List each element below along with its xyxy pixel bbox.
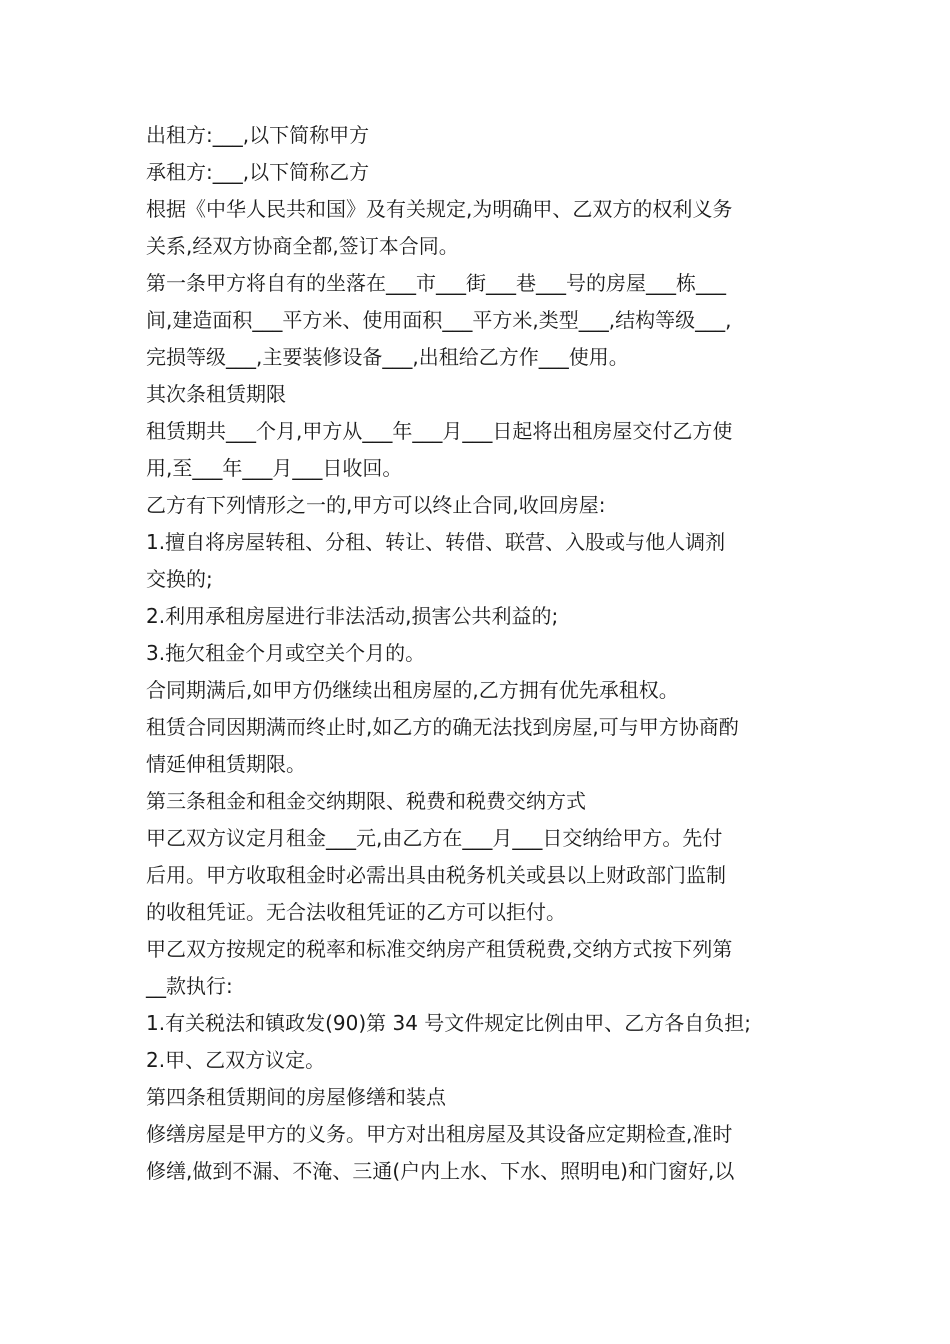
text-line: 第一条甲方将自有的坐落在___市___街___巷___号的房屋___栋___ bbox=[146, 271, 726, 295]
text-line: 出租方:___,以下简称甲方 bbox=[146, 123, 370, 147]
text-line: 关系,经双方协商全都,签订本合同。 bbox=[146, 234, 459, 258]
text-line: 根据《中华人民共和国》及有关规定,为明确甲、乙双方的权利义务 bbox=[146, 197, 733, 221]
text-line: 间,建造面积___平方米、使用面积___平方米,类型___,结构等级___, bbox=[146, 308, 732, 332]
text-line: 承租方:___,以下简称乙方 bbox=[146, 160, 370, 184]
contract-text bbox=[146, 117, 811, 1190]
section-heading: 第三条租金和租金交纳期限、税费和税费交纳方式 bbox=[146, 789, 586, 813]
list-item: 1.有关税法和镇政发(90)第 34 号文件规定比例由甲、乙方各自负担; bbox=[146, 1011, 752, 1035]
text-line: 乙方有下列情形之一的,甲方可以终止合同,收回房屋: bbox=[146, 493, 606, 517]
list-item: 2.甲、乙双方议定。 bbox=[146, 1048, 326, 1072]
text-line: 租赁合同因期满而终止时,如乙方的确无法找到房屋,可与甲方协商酌 bbox=[146, 715, 739, 739]
text-line: 用,至___年___月___日收回。 bbox=[146, 456, 403, 480]
section-heading: 其次条租赁期限 bbox=[146, 382, 286, 406]
text-line: 完损等级___,主要装修设备___,出租给乙方作___使用。 bbox=[146, 345, 629, 369]
text-line: 合同期满后,如甲方仍继续出租房屋的,乙方拥有优先承租权。 bbox=[146, 678, 679, 702]
text-line: 租赁期共___个月,甲方从___年___月___日起将出租房屋交付乙方使 bbox=[146, 419, 733, 443]
section-heading: 第四条租赁期间的房屋修缮和装点 bbox=[146, 1085, 446, 1109]
text-line: __款执行: bbox=[146, 974, 233, 998]
text-line: 的收租凭证。无合法收租凭证的乙方可以拒付。 bbox=[146, 900, 566, 924]
text-line: 情延伸租赁期限。 bbox=[146, 752, 306, 776]
text-line: 后用。甲方收取租金时必需出具由税务机关或县以上财政部门监制 bbox=[146, 863, 726, 887]
list-item: 2.利用承租房屋进行非法活动,损害公共利益的; bbox=[146, 604, 559, 628]
list-item: 3.拖欠租金个月或空关个月的。 bbox=[146, 641, 426, 665]
text-line: 甲乙双方议定月租金___元,由乙方在___月___日交纳给甲方。先付 bbox=[146, 826, 723, 850]
text-line: 修缮,做到不漏、不淹、三通(户内上水、下水、照明电)和门窗好,以 bbox=[146, 1159, 735, 1183]
text-line: 交换的; bbox=[146, 567, 213, 591]
list-item: 1.擅自将房屋转租、分租、转让、转借、联营、入股或与他人调剂 bbox=[146, 530, 726, 554]
text-line: 修缮房屋是甲方的义务。甲方对出租房屋及其设备应定期检查,准时 bbox=[146, 1122, 733, 1146]
text-line: 甲乙双方按规定的税率和标准交纳房产租赁税费,交纳方式按下列第 bbox=[146, 937, 733, 961]
